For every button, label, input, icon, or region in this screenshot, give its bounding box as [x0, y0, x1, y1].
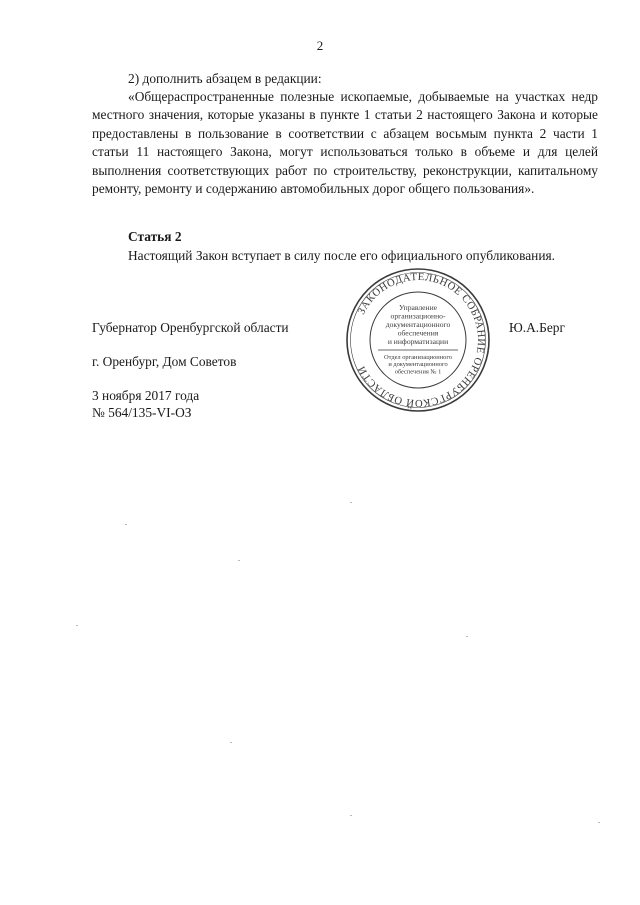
- seal-center-line: организационно-: [390, 311, 446, 321]
- law-number: № 564/135-VI-ОЗ: [92, 405, 192, 420]
- scan-speck: [230, 742, 232, 743]
- scan-speck: [350, 815, 352, 816]
- page-number: 2: [316, 38, 324, 53]
- amendment-quote-text: «Общераспространенные полезные ископаемые, добываемые на участках недр местного значения, которые указаны в пункте 1 статьи 2 настоящего Закона и которые предоставлены в пользование в соответствии с абзацем восьмым пункта 2 части 1 статьи 11 настоящего Закона, могут использоваться только в объеме и для целей выполнения соответствующих работ по строительству, реконструкции, капитальному ремонту, ремонту и содержанию автомобильных дорог общего пользования».: [92, 89, 598, 197]
- scan-speck: [125, 524, 127, 525]
- scan-speck: [466, 636, 468, 637]
- scan-speck: [350, 502, 352, 503]
- signing-date: 3 ноября 2017 года: [92, 388, 200, 403]
- seal-lower-line: обеспечения № 1: [394, 368, 442, 376]
- seal-center-line: Управление: [398, 303, 438, 312]
- article-body-text: Настоящий Закон вступает в силу после его официального опубликования.: [128, 248, 556, 263]
- amendment-item: [92, 70, 598, 88]
- amendment-item-text: 2) дополнить абзацем в редакции:: [128, 71, 322, 86]
- signing-place: г. Оренбург, Дом Советов: [92, 354, 237, 369]
- seal-center-line: обеспечения: [397, 328, 439, 338]
- amendment-quote: [92, 88, 598, 198]
- seal-lower-line: Отдел организационного: [384, 354, 452, 361]
- seal-ring-text: ЗАКОНОДАТЕЛЬНОЕ СОБРАНИЕ ОРЕНБУРГСКОЙ ОБЛАСТИ: [356, 271, 487, 409]
- official-seal: [344, 266, 492, 414]
- seal-lower-line: и документационного: [388, 361, 448, 369]
- scan-speck: [238, 560, 240, 561]
- governor-name: Ю.А.Берг: [509, 320, 565, 335]
- governor-title: Губернатор Оренбургской области: [92, 320, 289, 335]
- scan-speck: [76, 625, 78, 626]
- scan-speck: [598, 822, 600, 823]
- seal-center-line: документационного: [385, 320, 451, 329]
- article-heading: Статья 2: [128, 229, 182, 244]
- article-body: [92, 247, 598, 265]
- seal-center-line: и информатизации: [387, 337, 449, 346]
- seal-center-text: [386, 303, 451, 346]
- seal-lower-text: [384, 354, 452, 375]
